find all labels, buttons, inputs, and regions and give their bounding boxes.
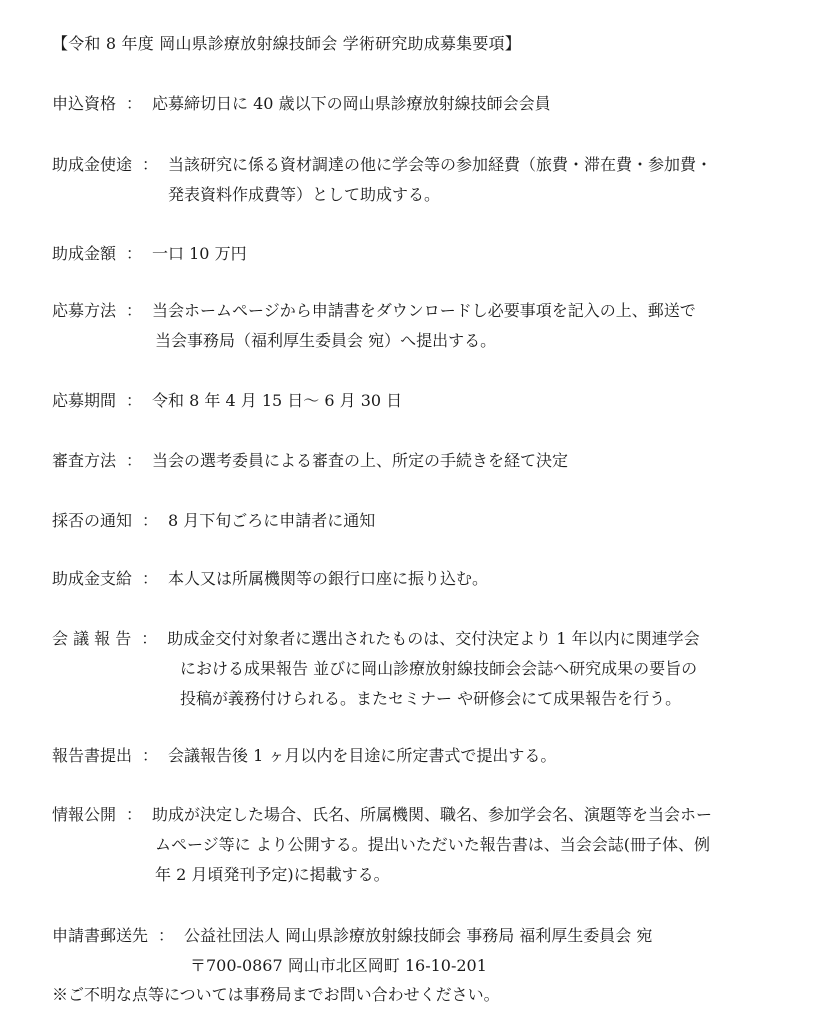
item-value-continued: 発表資料作成費等）として助成する。: [168, 185, 441, 204]
item-separator: ：: [142, 746, 159, 765]
item-label: 報告書提出: [52, 746, 133, 765]
item-value: 当会ホームページから申請書をダウンロードし必要事項を記入の上、郵送で: [152, 301, 696, 320]
item-label: 情報公開: [52, 805, 117, 824]
item-value: 会議報告後 1 ヶ月以内を目途に所定書式で提出する。: [168, 746, 557, 765]
item-value-continued: 投稿が義務付けられる。またセミナー や研修会にて成果報告を行う。: [180, 689, 682, 708]
item-value: 公益社団法人 岡山県診療放射線技師会 事務局 福利厚生委員会 宛: [184, 926, 653, 945]
item-separator: ：: [126, 391, 143, 410]
item-value: 助成が決定した場合、氏名、所属機関、職名、参加学会名、演題等を当会ホー: [152, 805, 713, 824]
item-value-continued: 年 2 月頃発刊予定)に掲載する。: [155, 865, 390, 884]
item-value-continued: 当会事務局（福利厚生委員会 宛）へ提出する。: [155, 331, 497, 350]
item-report-submission: [52, 746, 556, 766]
item-grant-use: [52, 155, 712, 175]
item-value: 応募締切日に 40 歳以下の岡山県診療放射線技師会会員: [152, 94, 551, 113]
item-review-method: [52, 451, 568, 471]
item-value: 令和 8 年 4 月 15 日～ 6 月 30 日: [152, 391, 403, 410]
item-label: 会 議 報 告: [52, 629, 132, 648]
item-label: 申請書郵送先: [52, 926, 149, 945]
item-label: 審査方法: [52, 451, 117, 470]
postal-address: 〒700-0867 岡山市北区岡町 16-10-201: [190, 956, 487, 975]
page-title: 【令和 8 年度 岡山県診療放射線技師会 学術研究助成募集要項】: [52, 34, 521, 53]
contact-note: ※ご不明な点等については事務局までお問い合わせください。: [52, 985, 500, 1004]
item-label: 応募方法: [52, 301, 117, 320]
item-label: 助成金支給: [52, 569, 133, 588]
item-disclosure: [52, 805, 712, 825]
item-label: 助成金額: [52, 244, 117, 263]
item-eligibility: [52, 94, 551, 114]
item-separator: ：: [142, 511, 159, 530]
item-separator: ：: [126, 451, 143, 470]
item-value-continued: における成果報告 並びに岡山診療放射線技師会会誌へ研究成果の要旨の: [180, 659, 698, 678]
item-value: 8 月下旬ごろに申請者に通知: [168, 511, 376, 530]
item-label: 助成金使途: [52, 155, 133, 174]
item-separator: ：: [126, 301, 143, 320]
item-separator: ：: [141, 629, 158, 648]
item-separator: ：: [126, 94, 143, 113]
item-label: 申込資格: [52, 94, 117, 113]
item-label: 採否の通知: [52, 511, 133, 530]
item-separator: ：: [126, 805, 143, 824]
item-value: 当会の選考委員による審査の上、所定の手続きを経て決定: [152, 451, 569, 470]
item-value-continued: ムページ等に より公開する。提出いただいた報告書は、当会会誌(冊子体、例: [155, 835, 711, 854]
item-notification: [52, 511, 375, 531]
item-application-method: [52, 301, 696, 321]
item-separator: ：: [126, 244, 143, 263]
item-value: 当該研究に係る資材調達の他に学会等の参加経費（旅費・滞在費・参加費・: [168, 155, 713, 174]
item-label: 応募期間: [52, 391, 117, 410]
item-application-period: [52, 391, 402, 411]
item-conference-report: [52, 629, 700, 649]
item-value: 本人又は所属機関等の銀行口座に振り込む。: [168, 569, 489, 588]
item-payment: [52, 569, 488, 589]
item-value: 助成金交付対象者に選出されたものは、交付決定より 1 年以内に関連学会: [167, 629, 700, 648]
item-value: 一口 10 万円: [152, 244, 247, 263]
item-separator: ：: [158, 926, 175, 945]
item-grant-amount: [52, 244, 247, 264]
item-separator: ：: [142, 155, 159, 174]
item-mailing-address: [52, 926, 652, 946]
item-separator: ：: [142, 569, 159, 588]
